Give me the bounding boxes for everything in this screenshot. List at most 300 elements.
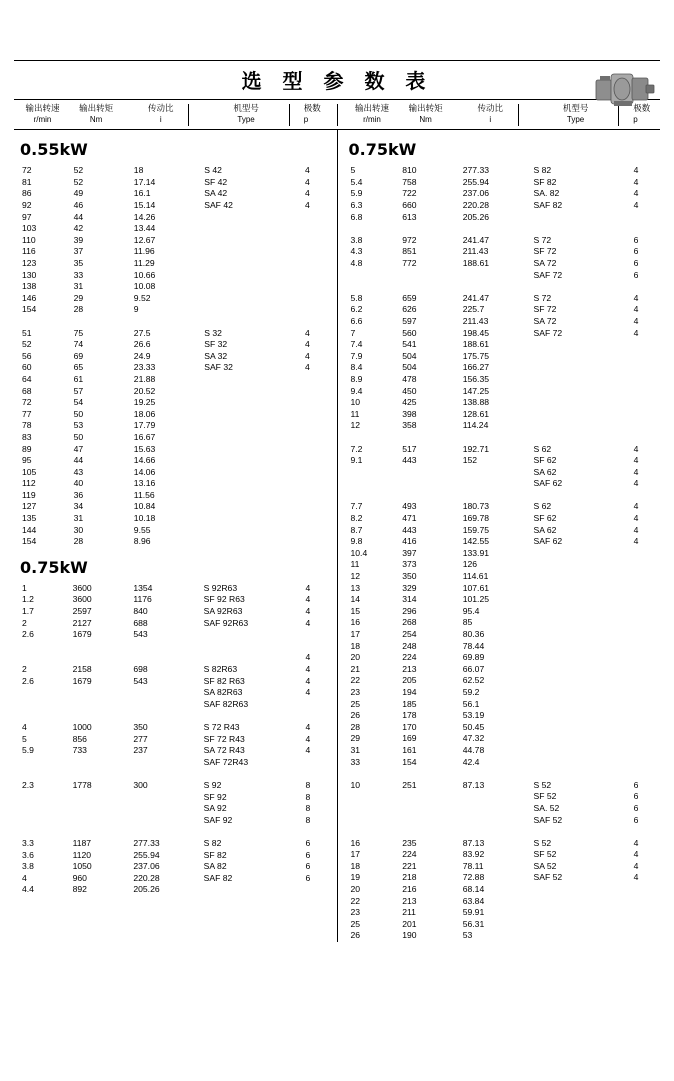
cell-output-speed: 123 [22,258,37,269]
cell-ratio [449,270,520,282]
cell-output-speed: 68 [22,385,32,396]
cell-model-type [190,525,291,537]
cell-poles [291,629,331,641]
group-spacer [343,490,661,502]
cell-output-speed: 10.4 [350,547,368,558]
cell-model-type [520,687,620,699]
cell-output-torque: 213 [402,663,417,674]
cell-model-type: S 72 R43 [203,721,240,732]
cell-poles [291,432,332,444]
cell-output-speed: 17 [350,849,361,860]
cell-output-torque: 659 [402,292,417,303]
table-row [14,409,332,421]
table-row [14,606,332,618]
table-row [343,409,661,421]
cell-output-speed: 2 [22,664,27,675]
cell-output-speed: 1 [22,582,27,593]
table-row [14,386,332,398]
cell-ratio: 277.33 [133,837,160,848]
cell-ratio: 20.52 [133,385,156,396]
table-row [14,328,332,340]
cell-output-torque: 758 [402,176,417,187]
cell-model-type: SA 72 [533,315,557,326]
cell-poles: 4 [633,872,639,883]
cell-model-type: SAF 82 [203,872,233,883]
cell-output-speed: 11 [350,559,360,570]
column-header-band [14,100,660,130]
table-row [343,930,661,942]
cell-output-speed: 21 [350,663,361,674]
table-row [14,583,332,595]
cell-output-torque: 224 [402,849,417,860]
cell-output-speed: 146 [22,292,37,303]
cell-ratio: 169.78 [462,513,490,524]
cell-ratio: 42.4 [462,756,480,767]
cell-ratio: 66.07 [462,663,485,674]
cell-ratio: 10.18 [133,513,156,524]
cell-poles: 6 [633,814,639,825]
cell-poles: 6 [633,234,639,245]
cell-ratio: 241.47 [462,292,490,303]
cell-output-speed: 154 [22,536,37,547]
cell-model-type: SAF 92R63 [203,617,249,628]
table-row [343,733,661,745]
cell-poles: 4 [305,664,311,675]
cell-poles [620,362,660,374]
cell-output-torque: 3600 [72,582,92,593]
table-row [343,803,661,815]
cell-poles: 4 [304,339,310,350]
cell-model-type [190,270,291,282]
cell-output-torque: 57 [73,385,84,396]
cell-output-torque [392,270,449,282]
table-row [14,803,332,815]
cell-poles: 6 [633,802,639,813]
cell-poles: 4 [305,675,311,686]
cell-output-torque: 213 [402,895,417,906]
cell-output-torque: 169 [402,733,417,744]
cell-output-torque: 154 [402,756,417,767]
cell-output-speed: 18 [350,860,361,871]
cell-ratio: 56.1 [462,698,480,709]
cell-poles [291,420,332,432]
cell-output-torque: 44 [73,211,84,222]
cell-poles [620,559,660,571]
cell-ratio: 211.43 [462,315,489,326]
table-row [343,339,661,351]
cell-output-speed: 20 [350,884,361,895]
cell-output-speed: 4 [22,721,27,732]
cell-output-torque: 660 [402,200,417,211]
cell-output-torque: 40 [73,478,84,489]
cell-poles: 8 [305,814,311,825]
cell-output-speed [343,270,393,282]
cell-model-type [520,339,620,351]
cell-output-torque: 1187 [72,837,92,848]
cell-output-speed: 19 [350,872,361,883]
cell-model-type: SAF 72 [533,327,563,338]
table-row [343,293,661,305]
cell-output-torque: 722 [402,188,417,199]
panel-divider-header [337,104,338,126]
cell-output-torque: 211 [402,907,416,918]
cell-poles [291,699,331,711]
cell-output-torque: 69 [73,350,84,361]
cell-output-torque: 358 [402,420,417,431]
cell-output-torque: 43 [73,466,84,477]
cell-ratio: 83.92 [462,849,485,860]
cell-model-type [520,675,620,687]
cell-output-speed: 17 [350,629,361,640]
cell-poles [620,722,660,734]
cell-output-torque: 314 [402,594,417,605]
cell-output-speed: 72 [22,397,32,408]
cell-poles [620,896,660,908]
header-torque-right: 输出转矩 Nm [408,104,443,125]
cell-output-torque [63,803,120,815]
cell-output-torque: 493 [402,501,417,512]
cell-poles [291,525,332,537]
gearbox-image [594,68,656,110]
cell-output-speed: 16 [350,617,361,628]
cell-ratio: 543 [133,629,148,640]
table-row [14,420,332,432]
cell-output-torque: 851 [402,246,417,257]
cell-output-speed: 95 [22,455,32,466]
cell-poles: 4 [633,849,639,860]
cell-output-speed: 10 [350,397,361,408]
table-row [14,838,332,850]
cell-model-type: SF 72 [533,246,557,257]
cell-model-type [190,501,291,513]
cell-model-type: SA 82 [203,861,227,872]
cell-output-torque: 31 [73,513,84,524]
cell-model-type [190,513,291,525]
table-row [14,455,332,467]
cell-model-type [190,432,291,444]
cell-model-type [190,212,291,224]
cell-output-speed: 92 [22,200,32,211]
cell-model-type [190,409,291,421]
cell-output-torque: 1679 [72,675,92,686]
cell-output-torque: 1778 [72,779,92,790]
table-row [14,501,332,513]
table-row [343,188,661,200]
cell-model-type [520,884,620,896]
table-row [343,780,661,792]
cell-model-type [520,722,620,734]
cell-ratio: 101.25 [462,594,490,605]
cell-model-type: SF 82 [533,176,557,187]
cell-ratio: 133.91 [462,547,490,558]
cell-output-speed: 144 [22,524,37,535]
cell-ratio: 350 [133,721,148,732]
cell-output-speed [343,815,393,827]
table-row [14,223,332,235]
cell-output-speed: 64 [22,373,32,384]
cell-model-type [190,652,292,664]
cell-model-type: S 52 [533,779,552,790]
table-row [14,850,332,862]
cell-poles: 4 [633,513,639,524]
cell-model-type: SAF 72 [533,269,563,280]
cell-output-speed [14,815,63,827]
cell-output-speed: 5.4 [350,176,363,187]
spec-table [14,165,332,548]
table-row [14,861,332,873]
cell-poles [620,652,660,664]
parameter-table-page [0,60,674,1081]
header-torque: 输出转矩 Nm [79,104,114,125]
cell-ratio: 688 [133,617,148,628]
cell-output-speed: 83 [22,431,32,442]
header-poles-right: 极数 p [633,104,651,125]
header-ratio: 传动比 i [148,104,174,125]
cell-model-type [520,212,620,224]
group-spacer [14,316,332,328]
cell-poles [291,235,332,247]
table-row [14,188,332,200]
table-row [343,617,661,629]
cell-ratio: 188.61 [462,258,490,269]
table-row [343,919,661,931]
cell-poles [291,281,332,293]
cell-output-torque: 52 [73,165,84,176]
cell-ratio: 156.35 [462,373,490,384]
cell-output-torque: 1679 [72,629,92,640]
cell-poles: 4 [304,350,310,361]
table-row [343,687,661,699]
cell-model-type [520,930,620,942]
cell-poles: 6 [633,246,639,257]
cell-output-torque: 44 [73,455,84,466]
cell-output-torque [63,815,120,827]
cell-output-torque: 972 [402,234,417,245]
table-row [343,861,661,873]
cell-poles: 8 [305,779,311,790]
cell-model-type: SA 62 [533,524,557,535]
cell-output-torque: 30 [73,524,84,535]
cell-output-speed: 8.9 [350,373,363,384]
cell-poles [291,212,332,224]
cell-model-type [190,304,291,316]
cell-ratio: 21.88 [133,373,156,384]
cell-output-torque: 329 [402,582,417,593]
cell-output-torque: 471 [402,513,417,524]
cell-output-torque: 49 [73,188,84,199]
cell-output-speed: 31 [350,744,361,755]
cell-output-torque: 892 [72,884,87,895]
cell-model-type: S 82 [533,165,552,176]
table-row [343,513,661,525]
cell-ratio [119,803,189,815]
cell-output-speed: 154 [22,304,37,315]
cell-output-torque [392,791,449,803]
cell-output-torque: 221 [402,860,417,871]
cell-poles [620,351,660,363]
cell-poles: 4 [304,362,310,373]
cell-ratio: 78.11 [462,860,484,871]
cell-poles: 4 [304,327,310,338]
cell-output-torque: 50 [73,431,84,442]
cell-model-type [190,246,291,258]
cell-ratio: 17.79 [133,420,156,431]
cell-ratio [119,757,189,769]
table-row [14,478,332,490]
table-row [14,246,332,258]
table-row [343,559,661,571]
cell-poles: 4 [633,188,639,199]
cell-model-type: SA 62 [533,466,557,477]
cell-model-type [520,699,620,711]
cell-output-speed [14,652,63,664]
table-row [343,849,661,861]
cell-model-type: SF 62 [533,513,557,524]
group-spacer [14,710,332,722]
cell-model-type: SAF 82 [533,200,563,211]
header-poles: 极数 p [303,104,321,125]
cell-poles [620,733,660,745]
cell-poles [620,675,660,687]
cell-model-type: SAF 62 [533,536,563,547]
cell-model-type: SA 42 [204,188,228,199]
cell-model-type [190,374,291,386]
cell-output-speed: 13 [350,582,361,593]
cell-ratio: 16.67 [133,431,156,442]
table-row [343,386,661,398]
cell-ratio: 8.96 [133,536,151,547]
cell-output-torque: 251 [402,779,417,790]
cell-ratio: 1176 [133,594,152,605]
cell-ratio: 198.45 [462,327,490,338]
cell-output-torque: 504 [402,350,417,361]
cell-output-torque: 205 [402,675,417,686]
cell-poles: 4 [304,176,310,187]
cell-ratio: 10.08 [133,281,156,292]
cell-ratio: 220.28 [462,200,490,211]
group-spacer [343,432,661,444]
cell-output-speed: 25 [350,698,361,709]
cell-output-speed: 8.4 [350,362,363,373]
table-row [14,873,332,885]
cell-output-speed: 11 [350,408,360,419]
cell-ratio [449,791,520,803]
table-row [343,258,661,270]
cell-model-type [190,258,291,270]
cell-poles: 4 [305,733,311,744]
cell-poles: 4 [633,478,639,489]
cell-ratio [119,699,189,711]
cell-output-speed: 7.2 [350,443,363,454]
cell-output-torque: 560 [402,327,417,338]
cell-output-speed: 3.3 [22,837,34,848]
cell-ratio: 68.14 [462,884,485,895]
cell-output-torque: 185 [402,698,417,709]
table-row [14,258,332,270]
cell-poles: 4 [633,837,639,848]
table-row [14,722,332,734]
cell-output-speed: 130 [22,269,37,280]
cell-poles: 6 [633,269,639,280]
cell-output-speed: 12 [350,420,361,431]
cell-output-torque: 28 [73,536,84,547]
cell-ratio: 9.55 [133,524,151,535]
table-row [343,478,661,490]
cell-poles [620,919,660,931]
cell-output-torque: 810 [402,165,417,176]
cell-poles [291,455,332,467]
cell-output-speed: 29 [350,733,361,744]
table-row [343,675,661,687]
cell-output-torque: 47 [73,443,84,454]
cell-ratio: 698 [133,664,148,675]
cell-model-type [520,386,620,398]
cell-ratio: 1354 [133,582,153,593]
cell-output-speed: 1.2 [22,594,34,605]
page-title: 选 型 参 数 表 [241,69,433,93]
table-row [14,362,332,374]
cell-output-speed: 9.1 [350,455,363,466]
table-row [343,525,661,537]
cell-output-torque: 190 [402,930,417,941]
cell-output-speed: 20 [350,652,361,663]
table-row [343,745,661,757]
cell-poles [620,641,660,653]
table-row [14,525,332,537]
cell-output-torque: 1120 [72,849,92,860]
cell-model-type: SF 82 [203,849,227,860]
cell-model-type: SF 72 [533,304,557,315]
table-row [14,513,332,525]
cell-ratio: 159.75 [462,524,490,535]
table-row [14,270,332,282]
cell-output-torque: 235 [402,837,417,848]
cell-ratio: 11.56 [133,489,155,500]
cell-model-type [520,641,620,653]
cell-ratio: 237.06 [462,188,490,199]
cell-ratio: 237.06 [133,861,160,872]
group-spacer [343,281,661,293]
cell-ratio: 107.61 [462,582,490,593]
cell-model-type: SF 52 [533,849,557,860]
cell-ratio: 59.2 [462,686,480,697]
cell-model-type [520,733,620,745]
cell-output-torque: 1050 [72,861,92,872]
cell-model-type: SA 92R63 [203,606,243,617]
cell-model-type: S 92 [203,779,222,790]
header-ratio-right: 传动比 i [477,104,504,125]
cell-output-torque: 541 [402,339,417,350]
table-row [343,351,661,363]
cell-output-torque: 626 [402,304,417,315]
cell-poles [291,884,331,896]
cell-output-torque: 350 [402,571,417,582]
table-row [14,780,332,792]
cell-poles [291,513,332,525]
table-row [343,304,661,316]
cell-poles: 4 [304,200,310,211]
cell-model-type [520,559,620,571]
cell-model-type: SAF 52 [533,814,563,825]
cell-poles: 4 [304,165,310,176]
cell-poles [620,930,660,942]
cell-poles: 4 [633,200,639,211]
table-row [343,838,661,850]
group-spacer [343,768,661,780]
cell-model-type: S 92R63 [203,582,238,593]
cell-output-speed: 119 [22,489,36,500]
group-spacer [14,641,332,653]
